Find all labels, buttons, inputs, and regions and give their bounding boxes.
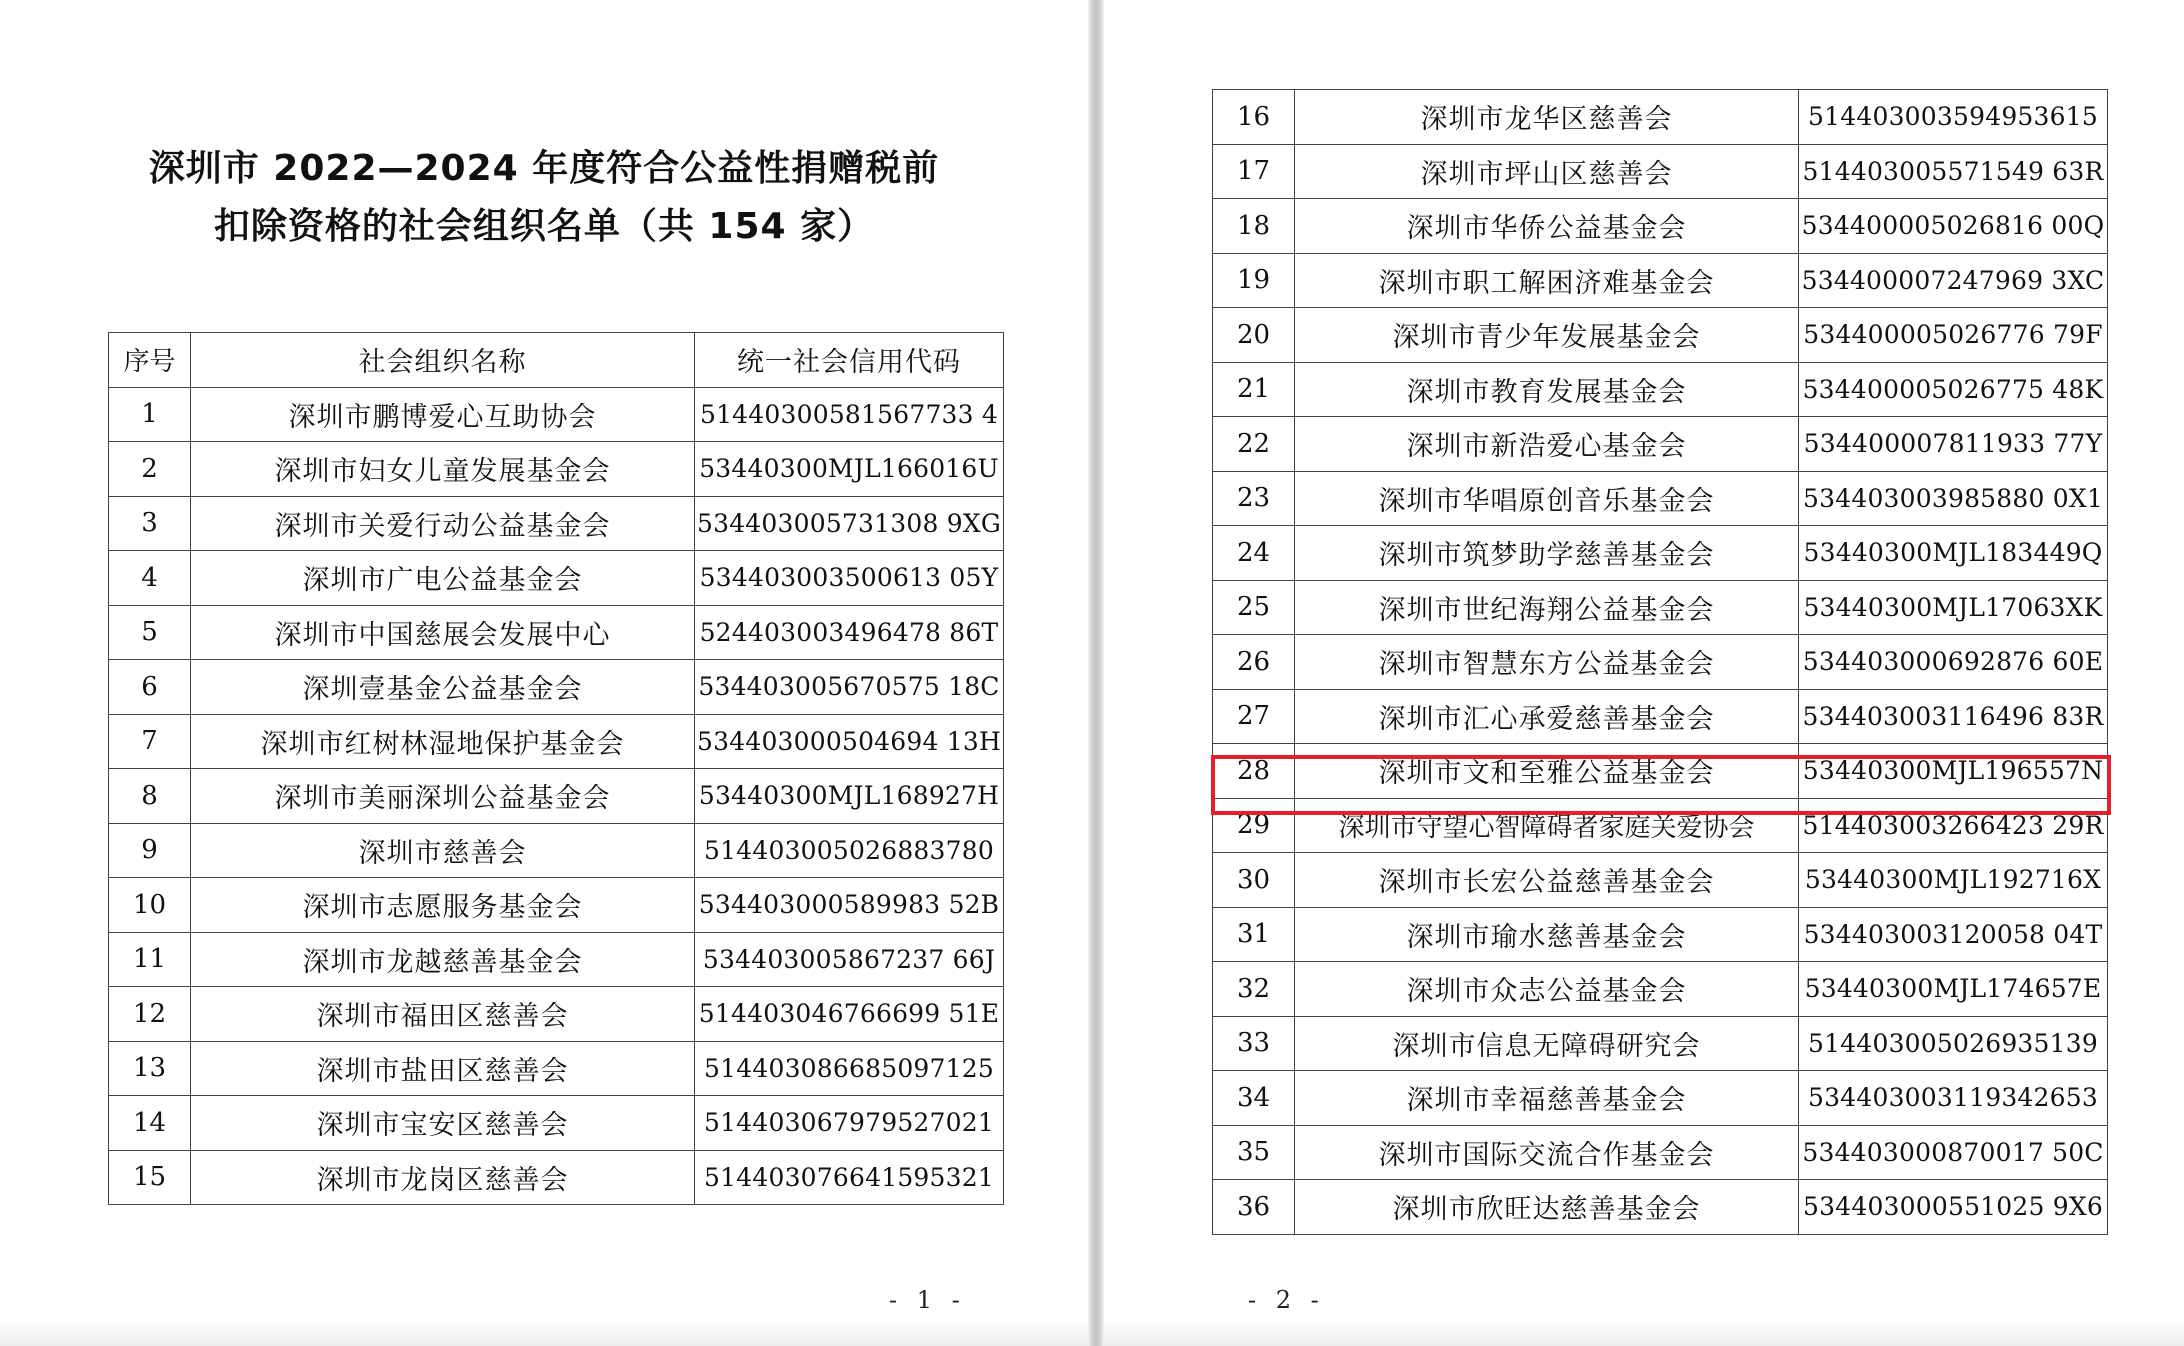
row-sequence: 6 xyxy=(109,660,191,715)
table-row xyxy=(1213,526,2108,581)
row-sequence: 27 xyxy=(1213,689,1295,744)
row-credit-code: 53440300MJL17063XK xyxy=(1799,580,2108,635)
table-row xyxy=(1213,144,2108,199)
row-org-name: 深圳市坪山区慈善会 xyxy=(1295,144,1799,199)
table-row xyxy=(109,605,1004,660)
highlight-box-row-28 xyxy=(1211,755,2111,815)
row-sequence: 29 xyxy=(1213,798,1295,853)
row-credit-code: 534400005026776 79F xyxy=(1799,308,2108,363)
row-sequence: 21 xyxy=(1213,362,1295,417)
row-credit-code: 534403003116496 83R xyxy=(1799,689,2108,744)
row-org-name: 深圳市智慧东方公益基金会 xyxy=(1295,635,1799,690)
table-row xyxy=(1213,90,2108,145)
row-credit-code: 514403086685097125 xyxy=(695,1041,1004,1096)
row-credit-code: 51440300581567733 4 xyxy=(695,387,1004,442)
row-sequence: 24 xyxy=(1213,526,1295,581)
table-row xyxy=(109,714,1004,769)
row-sequence: 3 xyxy=(109,496,191,551)
header-sequence: 序号 xyxy=(109,333,191,388)
row-org-name: 深圳市美丽深圳公益基金会 xyxy=(191,769,695,824)
table-row xyxy=(109,823,1004,878)
row-credit-code: 514403005026883780 xyxy=(695,823,1004,878)
row-credit-code: 514403067979527021 xyxy=(695,1096,1004,1151)
row-org-name: 深圳市宝安区慈善会 xyxy=(191,1096,695,1151)
row-org-name: 深圳市广电公益基金会 xyxy=(191,551,695,606)
header-credit-code: 统一社会信用代码 xyxy=(695,333,1004,388)
table-row xyxy=(109,1096,1004,1151)
row-org-name: 深圳市新浩爱心基金会 xyxy=(1295,417,1799,472)
row-org-name: 深圳市龙华区慈善会 xyxy=(1295,90,1799,145)
row-credit-code: 534400005026816 00Q xyxy=(1799,199,2108,254)
row-sequence: 22 xyxy=(1213,417,1295,472)
row-org-name: 深圳市筑梦助学慈善基金会 xyxy=(1295,526,1799,581)
row-credit-code: 534403000692876 60E xyxy=(1799,635,2108,690)
table-row xyxy=(1213,580,2108,635)
row-org-name: 深圳市世纪海翔公益基金会 xyxy=(1295,580,1799,635)
row-org-name: 深圳市华侨公益基金会 xyxy=(1295,199,1799,254)
table-row xyxy=(1213,1180,2108,1235)
row-sequence: 23 xyxy=(1213,471,1295,526)
row-credit-code: 514403046766699 51E xyxy=(695,987,1004,1042)
table-body-page-2 xyxy=(1213,90,2108,1235)
row-credit-code: 534403005867237 66J xyxy=(695,932,1004,987)
row-credit-code: 514403005026935139 xyxy=(1799,1016,2108,1071)
row-sequence: 10 xyxy=(109,878,191,933)
table-row xyxy=(109,878,1004,933)
row-sequence: 16 xyxy=(1213,90,1295,145)
row-credit-code: 514403076641595321 xyxy=(695,1150,1004,1205)
row-org-name: 深圳市龙越慈善基金会 xyxy=(191,932,695,987)
row-sequence: 19 xyxy=(1213,253,1295,308)
row-org-name: 深圳市欣旺达慈善基金会 xyxy=(1295,1180,1799,1235)
row-org-name: 深圳市教育发展基金会 xyxy=(1295,362,1799,417)
page-gutter xyxy=(1088,0,1104,1346)
table-row xyxy=(1213,635,2108,690)
table-row xyxy=(1213,907,2108,962)
header-org-name: 社会组织名称 xyxy=(191,333,695,388)
table-row xyxy=(1213,199,2108,254)
row-sequence: 34 xyxy=(1213,1071,1295,1126)
row-credit-code: 534403003120058 04T xyxy=(1799,907,2108,962)
table-row xyxy=(1213,853,2108,908)
page-bottom-shadow xyxy=(1104,1320,2184,1346)
row-credit-code: 514403003266423 29R xyxy=(1799,798,2108,853)
table-row xyxy=(109,442,1004,497)
row-org-name: 深圳市红树林湿地保护基金会 xyxy=(191,714,695,769)
row-org-name: 深圳市慈善会 xyxy=(191,823,695,878)
row-org-name: 深圳市妇女儿童发展基金会 xyxy=(191,442,695,497)
row-sequence: 35 xyxy=(1213,1125,1295,1180)
row-sequence: 36 xyxy=(1213,1180,1295,1235)
table-row xyxy=(109,932,1004,987)
table-row xyxy=(1213,362,2108,417)
row-org-name: 深圳市幸福慈善基金会 xyxy=(1295,1071,1799,1126)
row-credit-code: 514403005571549 63R xyxy=(1799,144,2108,199)
row-credit-code: 534403000589983 52B xyxy=(695,878,1004,933)
row-sequence: 15 xyxy=(109,1150,191,1205)
row-credit-code: 53440300MJL196557N xyxy=(1799,744,2108,799)
row-org-name: 深圳市汇心承爱慈善基金会 xyxy=(1295,689,1799,744)
row-credit-code: 53440300MJL174657E xyxy=(1799,962,2108,1017)
row-credit-code: 534400007247969 3XC xyxy=(1799,253,2108,308)
row-sequence: 1 xyxy=(109,387,191,442)
row-org-name: 深圳市信息无障碍研究会 xyxy=(1295,1016,1799,1071)
page-number: - 1 - xyxy=(889,1286,966,1314)
row-sequence: 26 xyxy=(1213,635,1295,690)
document-page-1 xyxy=(0,0,1088,1346)
row-credit-code: 534400007811933 77Y xyxy=(1799,417,2108,472)
row-sequence: 28 xyxy=(1213,744,1295,799)
row-credit-code: 534403005670575 18C xyxy=(695,660,1004,715)
row-credit-code: 534403005731308 9XG xyxy=(695,496,1004,551)
row-credit-code: 53440300MJL192716X xyxy=(1799,853,2108,908)
row-org-name: 深圳市守望心智障碍者家庭关爱协会 xyxy=(1295,798,1799,853)
row-org-name: 深圳市文和至雅公益基金会 xyxy=(1295,744,1799,799)
table-row xyxy=(1213,1016,2108,1071)
row-sequence: 2 xyxy=(109,442,191,497)
row-credit-code: 53440300MJL166016U xyxy=(695,442,1004,497)
row-org-name: 深圳市长宏公益慈善基金会 xyxy=(1295,853,1799,908)
table-row xyxy=(1213,417,2108,472)
row-sequence: 7 xyxy=(109,714,191,769)
page-bottom-shadow xyxy=(0,1320,1088,1346)
row-credit-code: 534403000870017 50C xyxy=(1799,1125,2108,1180)
row-credit-code: 53440300MJL168927H xyxy=(695,769,1004,824)
organization-table-page-1 xyxy=(108,332,1004,1205)
row-sequence: 33 xyxy=(1213,1016,1295,1071)
row-credit-code: 534403003500613 05Y xyxy=(695,551,1004,606)
document-title-line-2: 扣除资格的社会组织名单（共 154 家） xyxy=(213,206,875,247)
row-org-name: 深圳市华唱原创音乐基金会 xyxy=(1295,471,1799,526)
row-sequence: 20 xyxy=(1213,308,1295,363)
table-row xyxy=(109,660,1004,715)
row-credit-code: 534403003985880 0X1 xyxy=(1799,471,2108,526)
row-sequence: 13 xyxy=(109,1041,191,1096)
row-org-name: 深圳市关爱行动公益基金会 xyxy=(191,496,695,551)
row-org-name: 深圳市职工解困济难基金会 xyxy=(1295,253,1799,308)
row-credit-code: 524403003496478 86T xyxy=(695,605,1004,660)
row-org-name: 深圳市中国慈展会发展中心 xyxy=(191,605,695,660)
row-sequence: 17 xyxy=(1213,144,1295,199)
row-org-name: 深圳市瑜水慈善基金会 xyxy=(1295,907,1799,962)
table-row xyxy=(109,1041,1004,1096)
page-number: - 2 - xyxy=(1248,1286,1325,1314)
row-sequence: 8 xyxy=(109,769,191,824)
row-credit-code: 534403003119342653 xyxy=(1799,1071,2108,1126)
row-org-name: 深圳市龙岗区慈善会 xyxy=(191,1150,695,1205)
table-row xyxy=(1213,1125,2108,1180)
table-row xyxy=(109,1150,1004,1205)
row-sequence: 9 xyxy=(109,823,191,878)
table-header-row xyxy=(109,333,1004,388)
document-title-line-1: 深圳市 2022—2024 年度符合公益性捐赠税前 xyxy=(148,148,940,189)
row-sequence: 11 xyxy=(109,932,191,987)
row-credit-code: 53440300MJL183449Q xyxy=(1799,526,2108,581)
table-row xyxy=(109,551,1004,606)
table-row xyxy=(1213,962,2108,1017)
row-org-name: 深圳壹基金公益基金会 xyxy=(191,660,695,715)
row-sequence: 5 xyxy=(109,605,191,660)
table-row xyxy=(109,387,1004,442)
row-credit-code: 514403003594953615 xyxy=(1799,90,2108,145)
row-org-name: 深圳市盐田区慈善会 xyxy=(191,1041,695,1096)
row-org-name: 深圳市青少年发展基金会 xyxy=(1295,308,1799,363)
row-credit-code: 534403000551025 9X6 xyxy=(1799,1180,2108,1235)
table-body-page-1 xyxy=(109,387,1004,1205)
row-sequence: 31 xyxy=(1213,907,1295,962)
row-sequence: 4 xyxy=(109,551,191,606)
row-credit-code: 534400005026775 48K xyxy=(1799,362,2108,417)
table-row xyxy=(1213,253,2108,308)
row-org-name: 深圳市福田区慈善会 xyxy=(191,987,695,1042)
row-sequence: 14 xyxy=(109,1096,191,1151)
row-sequence: 12 xyxy=(109,987,191,1042)
row-sequence: 25 xyxy=(1213,580,1295,635)
table-row xyxy=(109,496,1004,551)
table-row xyxy=(1213,689,2108,744)
table-row xyxy=(1213,308,2108,363)
organization-table-page-2 xyxy=(1212,89,2108,1235)
table-row xyxy=(109,987,1004,1042)
table-row xyxy=(109,769,1004,824)
row-org-name: 深圳市鹏博爱心互助协会 xyxy=(191,387,695,442)
row-org-name: 深圳市国际交流合作基金会 xyxy=(1295,1125,1799,1180)
row-sequence: 18 xyxy=(1213,199,1295,254)
row-sequence: 30 xyxy=(1213,853,1295,908)
table-row xyxy=(1213,1071,2108,1126)
row-sequence: 32 xyxy=(1213,962,1295,1017)
row-org-name: 深圳市志愿服务基金会 xyxy=(191,878,695,933)
row-org-name: 深圳市众志公益基金会 xyxy=(1295,962,1799,1017)
row-credit-code: 534403000504694 13H xyxy=(695,714,1004,769)
table-row xyxy=(1213,471,2108,526)
